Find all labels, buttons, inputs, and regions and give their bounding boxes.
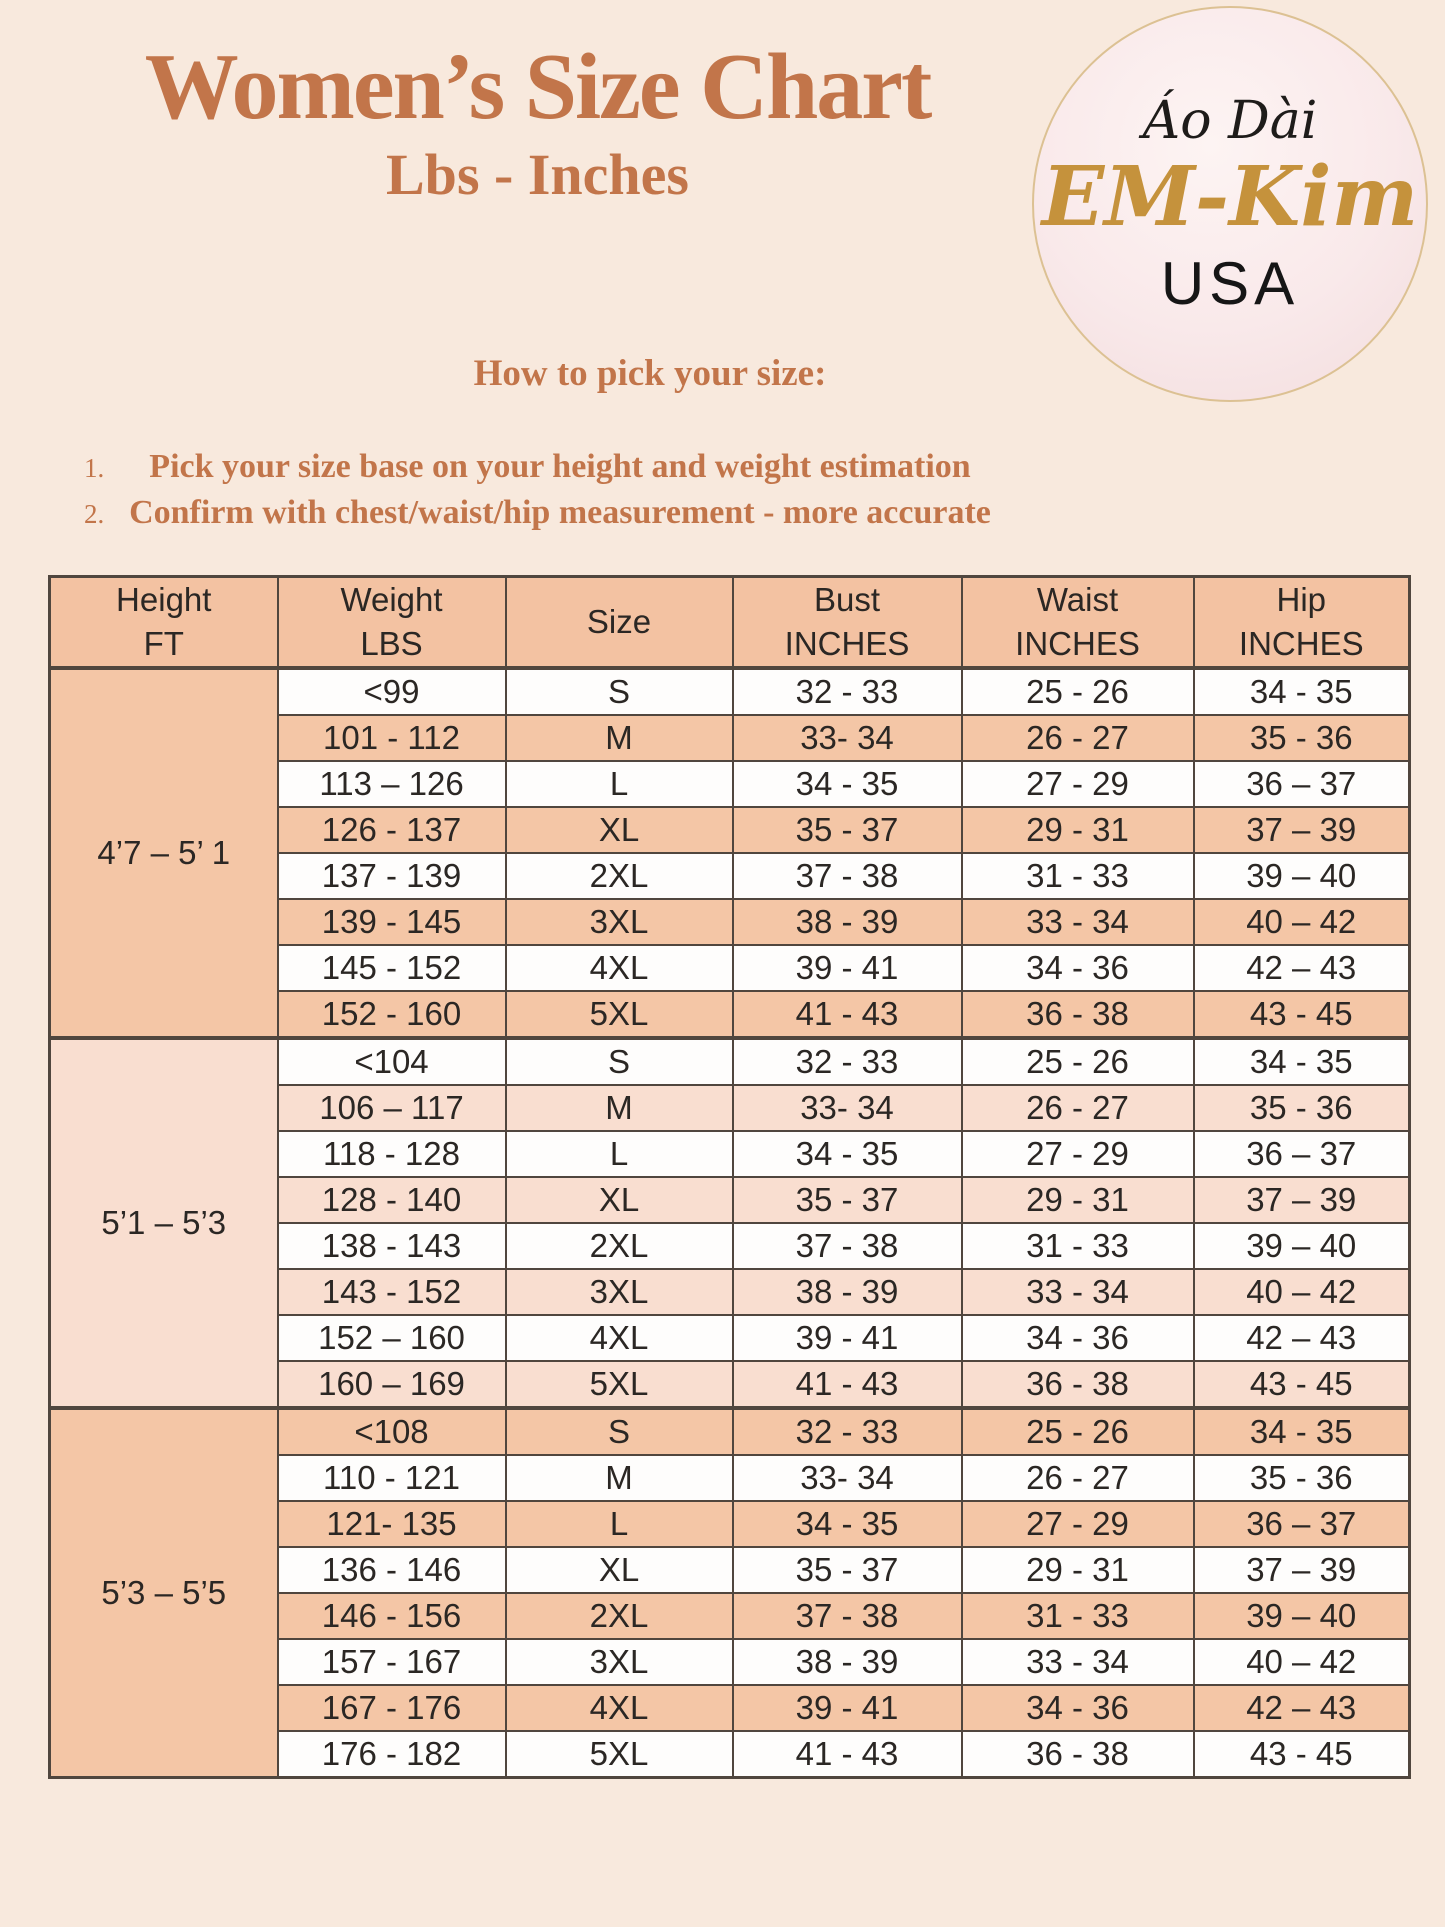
- waist-cell: 26 - 27: [962, 1085, 1194, 1131]
- bust-cell: 39 - 41: [733, 945, 962, 991]
- size-table: [48, 575, 1411, 1779]
- size-cell: M: [506, 1085, 733, 1131]
- page-title: Women’s Size Chart: [144, 35, 931, 139]
- hip-cell: 35 - 36: [1194, 1455, 1410, 1501]
- bust-cell: 35 - 37: [733, 1547, 962, 1593]
- table-row: [50, 668, 1410, 715]
- size-cell: 5XL: [506, 1361, 733, 1408]
- hip-cell: 43 - 45: [1194, 1731, 1410, 1778]
- waist-cell: 29 - 31: [962, 1177, 1194, 1223]
- hip-cell: 36 – 37: [1194, 761, 1410, 807]
- weight-cell: 146 - 156: [278, 1593, 506, 1639]
- bust-cell: 33- 34: [733, 715, 962, 761]
- instructions-list: [0, 444, 1120, 536]
- weight-cell: 137 - 139: [278, 853, 506, 899]
- weight-cell: 145 - 152: [278, 945, 506, 991]
- size-table-wrap: [48, 575, 1411, 1779]
- col-header-line: Waist: [1036, 581, 1119, 619]
- size-cell: 4XL: [506, 1315, 733, 1361]
- hip-cell: 34 - 35: [1194, 1038, 1410, 1085]
- title-block: [0, 35, 1075, 207]
- instruction-item-2: [0, 490, 1120, 536]
- weight-cell: 118 - 128: [278, 1131, 506, 1177]
- size-cell: M: [506, 1455, 733, 1501]
- col-header-line: Height: [116, 581, 212, 619]
- size-cell: 5XL: [506, 991, 733, 1038]
- bust-cell: 39 - 41: [733, 1315, 962, 1361]
- col-header-line: INCHES: [1015, 625, 1140, 662]
- col-header-line: INCHES: [784, 625, 910, 662]
- weight-cell: 136 - 146: [278, 1547, 506, 1593]
- hip-cell: 34 - 35: [1194, 1408, 1410, 1455]
- bust-cell: 37 - 38: [733, 853, 962, 899]
- hip-cell: 42 – 43: [1194, 945, 1410, 991]
- table-row: [50, 1038, 1410, 1085]
- hip-cell: 40 – 42: [1194, 1269, 1410, 1315]
- weight-cell: 113 – 126: [278, 761, 506, 807]
- weight-cell: 126 - 137: [278, 807, 506, 853]
- hip-cell: 42 – 43: [1194, 1315, 1410, 1361]
- waist-cell: 33 - 34: [962, 1639, 1194, 1685]
- col-header-waist: [962, 577, 1194, 669]
- col-header-bust: [733, 577, 962, 669]
- hip-cell: 34 - 35: [1194, 668, 1410, 715]
- waist-cell: 34 - 36: [962, 945, 1194, 991]
- col-header-hip: [1194, 577, 1410, 669]
- bust-cell: 35 - 37: [733, 807, 962, 853]
- instruction-item-1: [0, 444, 1120, 490]
- hip-cell: 37 – 39: [1194, 1547, 1410, 1593]
- bust-cell: 41 - 43: [733, 1361, 962, 1408]
- waist-cell: 25 - 26: [962, 1038, 1194, 1085]
- weight-cell: 138 - 143: [278, 1223, 506, 1269]
- hip-cell: 43 - 45: [1194, 991, 1410, 1038]
- bust-cell: 32 - 33: [733, 1408, 962, 1455]
- hip-cell: 37 – 39: [1194, 807, 1410, 853]
- size-cell: L: [506, 1501, 733, 1547]
- weight-cell: 176 - 182: [278, 1731, 506, 1778]
- weight-cell: 152 - 160: [278, 991, 506, 1038]
- weight-cell: 110 - 121: [278, 1455, 506, 1501]
- bust-cell: 41 - 43: [733, 1731, 962, 1778]
- waist-cell: 36 - 38: [962, 1361, 1194, 1408]
- bust-cell: 35 - 37: [733, 1177, 962, 1223]
- waist-cell: 34 - 36: [962, 1685, 1194, 1731]
- hip-cell: 40 – 42: [1194, 1639, 1410, 1685]
- weight-cell: 143 - 152: [278, 1269, 506, 1315]
- hip-cell: 42 – 43: [1194, 1685, 1410, 1731]
- size-cell: 2XL: [506, 1593, 733, 1639]
- bust-cell: 33- 34: [733, 1455, 962, 1501]
- waist-cell: 33 - 34: [962, 1269, 1194, 1315]
- col-header-line: Size: [586, 603, 652, 641]
- weight-cell: <99: [278, 668, 506, 715]
- waist-cell: 26 - 27: [962, 1455, 1194, 1501]
- bust-cell: 33- 34: [733, 1085, 962, 1131]
- weight-cell: 139 - 145: [278, 899, 506, 945]
- bust-cell: 32 - 33: [733, 668, 962, 715]
- instruction-number: 1.: [84, 453, 105, 483]
- col-header-weight: [278, 577, 506, 669]
- height-group-cell: 4’7 – 5’ 1: [50, 668, 278, 1038]
- size-cell: 3XL: [506, 1269, 733, 1315]
- size-cell: 2XL: [506, 1223, 733, 1269]
- size-cell: S: [506, 1408, 733, 1455]
- header-row: [50, 577, 1410, 669]
- col-header-line: LBS: [360, 625, 423, 662]
- howto-heading: How to pick your size:: [473, 353, 827, 394]
- hip-cell: 43 - 45: [1194, 1361, 1410, 1408]
- weight-cell: 160 – 169: [278, 1361, 506, 1408]
- waist-cell: 29 - 31: [962, 807, 1194, 853]
- brand-name-em-kim: EM-Kim: [1041, 148, 1419, 245]
- bust-cell: 38 - 39: [733, 1639, 962, 1685]
- waist-cell: 27 - 29: [962, 761, 1194, 807]
- brand-logo: [1032, 6, 1428, 402]
- bust-cell: 32 - 33: [733, 1038, 962, 1085]
- size-table-header: [50, 577, 1410, 669]
- waist-cell: 36 - 38: [962, 1731, 1194, 1778]
- height-group-cell: 5’3 – 5’5: [50, 1408, 278, 1778]
- bust-cell: 37 - 38: [733, 1593, 962, 1639]
- col-header-size: [506, 577, 733, 669]
- size-cell: L: [506, 1131, 733, 1177]
- weight-cell: <104: [278, 1038, 506, 1085]
- bust-cell: 34 - 35: [733, 1131, 962, 1177]
- table-row: [50, 1408, 1410, 1455]
- page-subtitle: Lbs - Inches: [386, 142, 689, 207]
- bust-cell: 34 - 35: [733, 761, 962, 807]
- hip-cell: 35 - 36: [1194, 715, 1410, 761]
- hip-cell: 36 – 37: [1194, 1131, 1410, 1177]
- size-table-body: [50, 668, 1410, 1778]
- hip-cell: 40 – 42: [1194, 899, 1410, 945]
- size-cell: 2XL: [506, 853, 733, 899]
- brand-name-ao-dai: Áo Dài: [1142, 90, 1318, 151]
- size-cell: L: [506, 761, 733, 807]
- size-cell: M: [506, 715, 733, 761]
- weight-cell: 101 - 112: [278, 715, 506, 761]
- hip-cell: 39 – 40: [1194, 1223, 1410, 1269]
- size-cell: 5XL: [506, 1731, 733, 1778]
- bust-cell: 37 - 38: [733, 1223, 962, 1269]
- weight-cell: 152 – 160: [278, 1315, 506, 1361]
- col-header-line: Hip: [1276, 581, 1327, 619]
- hip-cell: 39 – 40: [1194, 1593, 1410, 1639]
- hip-cell: 35 - 36: [1194, 1085, 1410, 1131]
- col-header-line: Bust: [813, 581, 881, 619]
- instruction-number: 2.: [84, 499, 105, 529]
- bust-cell: 34 - 35: [733, 1501, 962, 1547]
- col-header-line: Weight: [340, 581, 443, 619]
- waist-cell: 31 - 33: [962, 853, 1194, 899]
- hip-cell: 36 – 37: [1194, 1501, 1410, 1547]
- size-cell: S: [506, 668, 733, 715]
- size-cell: 3XL: [506, 899, 733, 945]
- waist-cell: 27 - 29: [962, 1131, 1194, 1177]
- weight-cell: 121- 135: [278, 1501, 506, 1547]
- waist-cell: 34 - 36: [962, 1315, 1194, 1361]
- waist-cell: 33 - 34: [962, 899, 1194, 945]
- hip-cell: 39 – 40: [1194, 853, 1410, 899]
- col-header-height: [50, 577, 278, 669]
- size-cell: XL: [506, 1177, 733, 1223]
- weight-cell: <108: [278, 1408, 506, 1455]
- weight-cell: 128 - 140: [278, 1177, 506, 1223]
- size-cell: XL: [506, 807, 733, 853]
- col-header-line: FT: [143, 625, 184, 662]
- bust-cell: 41 - 43: [733, 991, 962, 1038]
- weight-cell: 106 – 117: [278, 1085, 506, 1131]
- weight-cell: 157 - 167: [278, 1639, 506, 1685]
- size-cell: 4XL: [506, 1685, 733, 1731]
- brand-name-usa: USA: [1160, 249, 1300, 317]
- size-cell: XL: [506, 1547, 733, 1593]
- size-cell: 3XL: [506, 1639, 733, 1685]
- size-cell: 4XL: [506, 945, 733, 991]
- waist-cell: 31 - 33: [962, 1223, 1194, 1269]
- size-cell: S: [506, 1038, 733, 1085]
- weight-cell: 167 - 176: [278, 1685, 506, 1731]
- waist-cell: 26 - 27: [962, 715, 1194, 761]
- col-header-line: INCHES: [1238, 625, 1364, 662]
- height-group-cell: 5’1 – 5’3: [50, 1038, 278, 1408]
- instruction-text: Pick your size base on your height and weight estimation: [149, 448, 971, 485]
- waist-cell: 31 - 33: [962, 1593, 1194, 1639]
- waist-cell: 27 - 29: [962, 1501, 1194, 1547]
- hip-cell: 37 – 39: [1194, 1177, 1410, 1223]
- instruction-text: Confirm with chest/waist/hip measurement - more accurate: [129, 494, 991, 531]
- waist-cell: 25 - 26: [962, 668, 1194, 715]
- waist-cell: 25 - 26: [962, 1408, 1194, 1455]
- bust-cell: 38 - 39: [733, 1269, 962, 1315]
- waist-cell: 29 - 31: [962, 1547, 1194, 1593]
- waist-cell: 36 - 38: [962, 991, 1194, 1038]
- bust-cell: 38 - 39: [733, 899, 962, 945]
- bust-cell: 39 - 41: [733, 1685, 962, 1731]
